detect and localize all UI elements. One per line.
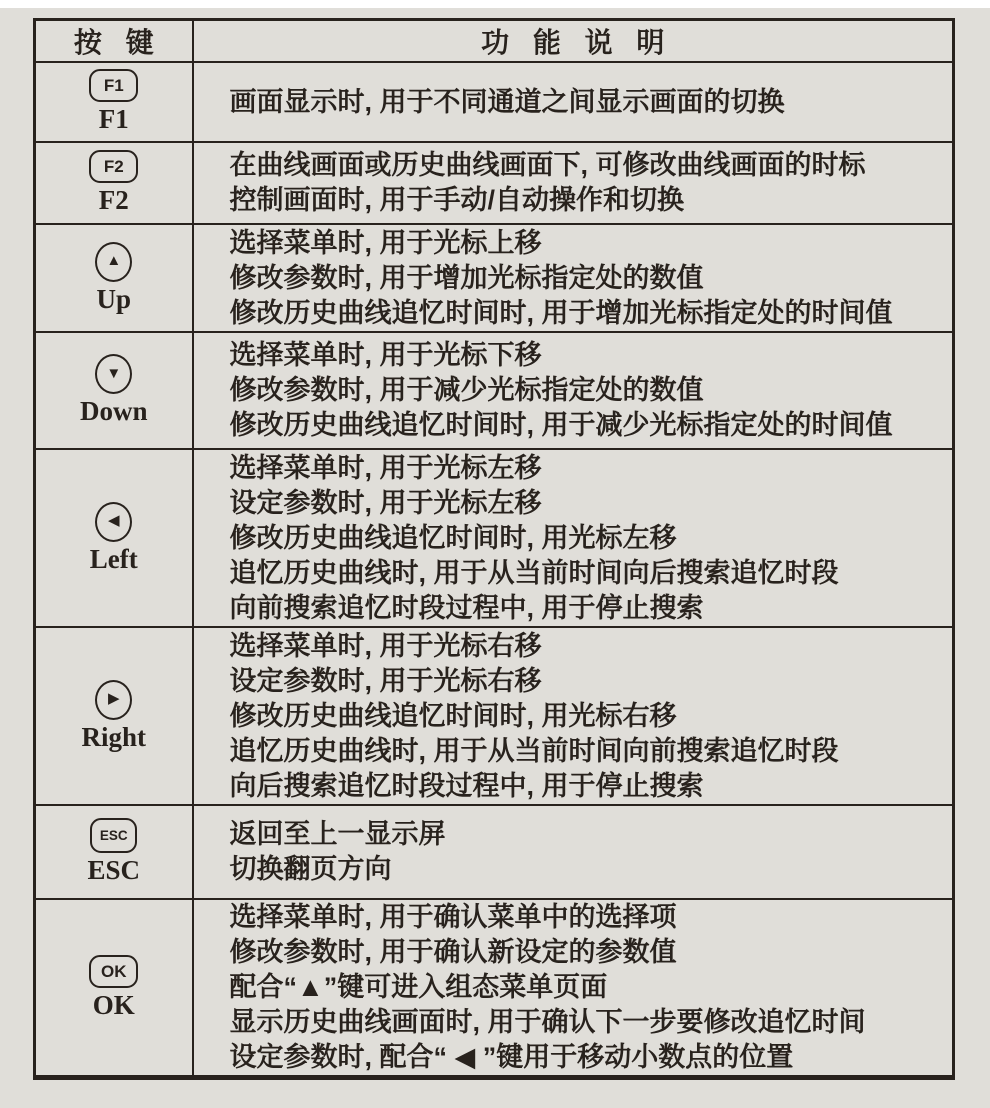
function-cell-down bbox=[193, 332, 954, 449]
key-cell-ok bbox=[35, 899, 193, 1078]
key-row-esc bbox=[35, 805, 954, 899]
function-line: 修改参数时, 用于减少光标指定处的数值 bbox=[229, 375, 704, 405]
key-glyph-esc: ESC bbox=[99, 827, 128, 843]
function-line: 修改历史曲线追忆时间时, 用于增加光标指定处的时间值 bbox=[229, 297, 893, 328]
key-cell-f1 bbox=[35, 62, 193, 142]
function-line: 显示历史曲线画面时, 用于确认下一步要修改追忆时间 bbox=[229, 1007, 866, 1037]
key-glyph-ok: OK bbox=[101, 961, 127, 981]
function-line: 修改历史曲线追忆时间时, 用光标右移 bbox=[229, 700, 677, 731]
function-cell-esc bbox=[193, 805, 954, 899]
function-cell-ok bbox=[193, 899, 954, 1078]
key-label-up: Up bbox=[96, 283, 131, 314]
key-cell-f2 bbox=[35, 142, 193, 224]
key-cell-right bbox=[35, 627, 193, 805]
header-row bbox=[35, 20, 954, 63]
key-glyph-right: ▶ bbox=[107, 690, 120, 708]
key-row-up bbox=[35, 224, 954, 332]
ok-key-icon bbox=[89, 955, 138, 988]
function-line: 追忆历史曲线时, 用于从当前时间向后搜索追忆时段 bbox=[229, 557, 839, 588]
key-glyph-left: ◀ bbox=[107, 512, 120, 530]
function-line: 选择菜单时, 用于光标上移 bbox=[229, 227, 542, 258]
function-line: 修改历史曲线追忆时间时, 用光标左移 bbox=[229, 522, 677, 553]
key-glyph-f1: F1 bbox=[103, 76, 124, 96]
left-arrow-icon bbox=[95, 502, 132, 542]
key-cell-up bbox=[35, 224, 193, 332]
key-row-f1 bbox=[35, 62, 954, 142]
esc-key-icon bbox=[90, 818, 137, 853]
key-label-right: Right bbox=[81, 721, 146, 752]
function-line: 追忆历史曲线时, 用于从当前时间向前搜索追忆时段 bbox=[229, 735, 839, 766]
function-line: 在曲线画面或历史曲线画面下, 可修改曲线画面的时标 bbox=[229, 150, 866, 180]
key-label-left: Left bbox=[89, 543, 138, 574]
key-label-down: Down bbox=[79, 396, 148, 427]
key-row-left bbox=[35, 449, 954, 627]
key-glyph-down: ▼ bbox=[106, 364, 122, 382]
header-function-column: 功 能 说 明 bbox=[193, 20, 954, 63]
function-line: 向前搜索追忆时段过程中, 用于停止搜索 bbox=[229, 592, 704, 623]
function-line: 选择菜单时, 用于光标下移 bbox=[229, 340, 542, 370]
function-line: 配合“▲”键可进入组态菜单页面 bbox=[229, 972, 608, 1002]
function-line: 选择菜单时, 用于确认菜单中的选择项 bbox=[229, 902, 677, 932]
function-line: 选择菜单时, 用于光标右移 bbox=[229, 630, 542, 661]
function-line: 设定参数时, 用于光标右移 bbox=[229, 665, 542, 696]
table-body bbox=[35, 62, 954, 1078]
key-row-ok bbox=[35, 899, 954, 1078]
f2-key-icon bbox=[89, 150, 138, 183]
function-line: 返回至上一显示屏 bbox=[229, 819, 446, 849]
function-line: 切换翻页方向 bbox=[229, 854, 392, 884]
table-header bbox=[35, 20, 954, 63]
key-cell-down bbox=[35, 332, 193, 449]
key-label-f2: F2 bbox=[98, 185, 129, 216]
key-glyph-f2: F2 bbox=[103, 157, 124, 177]
key-cell-esc bbox=[35, 805, 193, 899]
key-row-down bbox=[35, 332, 954, 449]
function-line: 控制画面时, 用于手动/自动操作和切换 bbox=[229, 185, 685, 215]
header-key-column: 按 键 bbox=[35, 20, 193, 63]
function-line: 修改参数时, 用于增加光标指定处的数值 bbox=[229, 262, 704, 293]
key-function-table bbox=[33, 18, 955, 1080]
f1-key-icon bbox=[89, 69, 138, 102]
function-line: 设定参数时, 用于光标左移 bbox=[229, 487, 542, 518]
key-label-f1: F1 bbox=[98, 104, 129, 135]
down-arrow-icon bbox=[95, 354, 132, 394]
function-cell-right bbox=[193, 627, 954, 805]
key-row-right bbox=[35, 627, 954, 805]
key-glyph-up: ▲ bbox=[106, 252, 122, 270]
function-cell-up bbox=[193, 224, 954, 332]
key-label-ok: OK bbox=[92, 989, 135, 1020]
key-label-esc: ESC bbox=[87, 855, 141, 886]
function-cell-f2 bbox=[193, 142, 954, 224]
right-arrow-icon bbox=[95, 680, 132, 720]
function-line: 设定参数时, 配合“ ◀ ”键用于移动小数点的位置 bbox=[229, 1042, 794, 1072]
key-row-f2 bbox=[35, 142, 954, 224]
function-cell-f1 bbox=[193, 62, 954, 142]
up-arrow-icon bbox=[95, 242, 132, 282]
function-line: 修改参数时, 用于确认新设定的参数值 bbox=[229, 937, 677, 967]
function-cell-left bbox=[193, 449, 954, 627]
function-line: 向后搜索追忆时段过程中, 用于停止搜索 bbox=[229, 770, 704, 801]
function-line: 选择菜单时, 用于光标左移 bbox=[229, 452, 542, 483]
page-top-strip bbox=[0, 0, 990, 8]
function-line: 修改历史曲线追忆时间时, 用于减少光标指定处的时间值 bbox=[229, 410, 893, 440]
key-cell-left bbox=[35, 449, 193, 627]
function-line: 画面显示时, 用于不同通道之间显示画面的切换 bbox=[229, 86, 785, 117]
